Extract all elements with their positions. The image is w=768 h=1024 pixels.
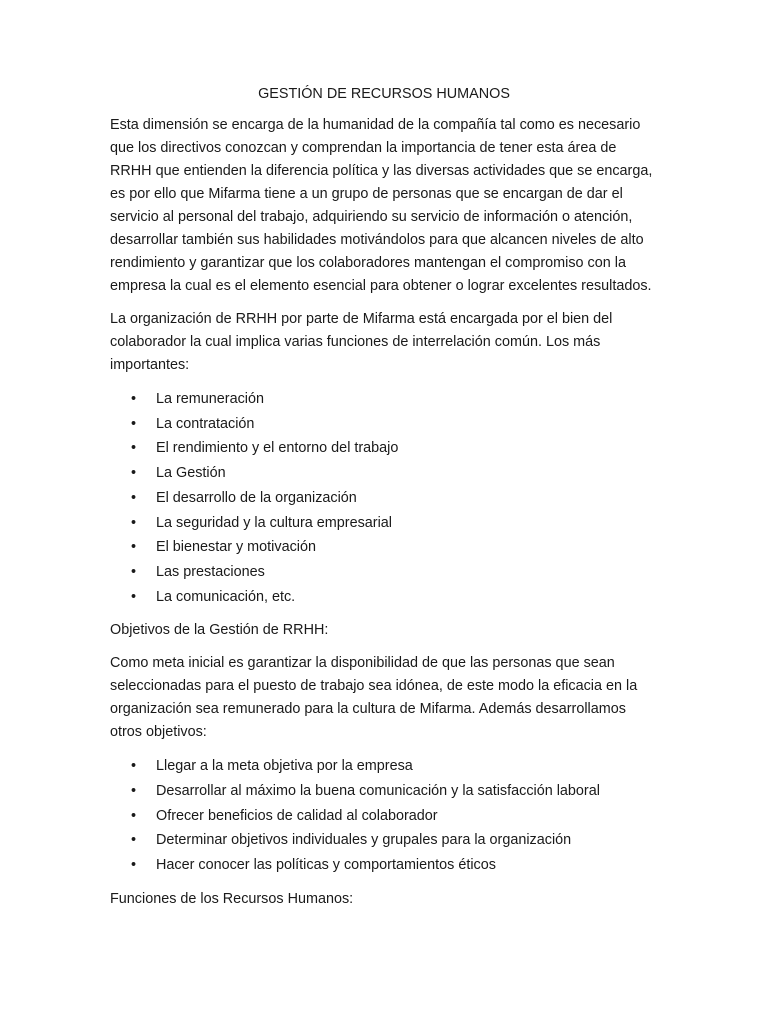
list-item: • Ofrecer beneficios de calidad al colaborador [110,804,658,829]
list-item: • La Gestión [110,461,658,486]
document-title: GESTIÓN DE RECURSOS HUMANOS [258,86,510,102]
functions-heading: Funciones de los Recursos Humanos: [110,890,354,907]
bullet-icon: • [131,857,137,874]
functions-list [110,387,658,609]
bullet-icon: • [131,489,137,506]
bullet-icon: • [131,465,137,482]
bullet-icon: • [131,440,137,457]
bullet-icon: • [131,758,137,775]
bullet-icon: • [131,588,137,605]
bullet-icon: • [131,415,137,432]
list-item: • Determinar objetivos individuales y grupales para la organización [110,828,658,853]
bullet-icon: • [131,807,137,824]
list-item: • La comunicación, etc. [110,585,658,610]
bullet-icon: • [131,514,137,531]
bullet-icon: • [131,783,137,800]
list-item: • La contratación [110,412,658,437]
list-item: • Hacer conocer las políticas y comportamientos éticos [110,853,658,878]
bullet-icon: • [131,832,137,849]
objectives-heading: Objetivos de la Gestión de RRHH: [110,622,329,639]
bullet-icon: • [131,539,137,556]
objectives-paragraph: Como meta inicial es garantizar la disponibilidad de que las personas que sean seleccionadas para el puesto de trabajo sea idónea, de este modo la eficacia en la organización sea remunerado para la cultura de Mifarma. Además desarrollamos otros objetivos: [110,655,638,741]
organization-paragraph: La organización de RRHH por parte de Mifarma está encargada por el bien del colaborador la cual implica varias funciones de interrelación común. Los más importantes: [110,311,613,373]
list-item: • Llegar a la meta objetiva por la empresa [110,754,658,779]
list-item: • Desarrollar al máximo la buena comunicación y la satisfacción laboral [110,779,658,804]
list-item: • Las prestaciones [110,560,658,585]
list-item: • El rendimiento y el entorno del trabajo [110,436,658,461]
bullet-icon: • [131,391,137,407]
bullet-icon: • [131,563,137,580]
intro-paragraph: Esta dimensión se encarga de la humanidad de la compañía tal como es necesario que los directivos conozcan y comprendan la importancia de tener esta área de RRHH que entienden la diferencia política y las diversas actividades que se encarga, es por ello que Mifarma tiene a un grupo de personas que se encargan de dar el servicio al personal del trabajo, adquiriendo su servicio de información o atención, desarrollar también sus habilidades motivándolos para que alcancen niveles de alto rendimiento y garantizar que los colaboradores mantengan el compromiso con la empresa la cual es el elemento esencial para obtener o lograr excelentes resultados. [110,117,653,294]
objectives-list [110,754,658,878]
list-item: • La seguridad y la cultura empresarial [110,511,658,536]
list-item: • La remuneración [110,387,658,412]
list-item: • El bienestar y motivación [110,535,658,560]
document-body [110,83,658,921]
list-item: • El desarrollo de la organización [110,486,658,511]
